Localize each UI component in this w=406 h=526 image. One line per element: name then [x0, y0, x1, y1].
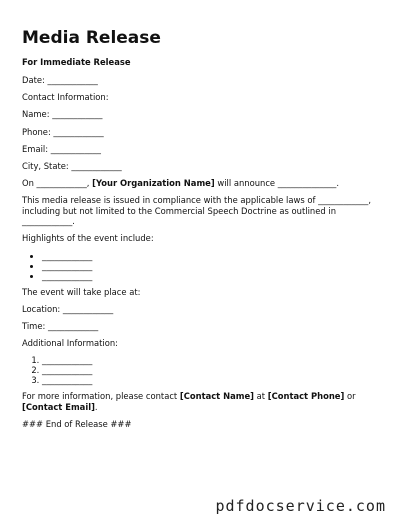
contact-information-heading: Contact Information: [22, 92, 109, 103]
document [22, 28, 388, 436]
contact-paragraph [22, 391, 388, 412]
list-item: • ____________ [42, 251, 388, 261]
list-item: 2. ____________ [42, 365, 388, 375]
list-item: 1. ____________ [42, 355, 388, 365]
contact-mid2: or [344, 391, 356, 402]
highlights-heading: Highlights of the event include: [22, 233, 154, 244]
announcement-post: will announce ______________. [214, 178, 340, 189]
phone-field: Phone: ____________ [22, 126, 104, 137]
document-title: Media Release [22, 28, 161, 48]
time-field: Time: ____________ [22, 320, 99, 331]
email-field: Email: ____________ [22, 143, 101, 154]
contact-mid1: at [254, 391, 268, 402]
contact-end: . [94, 401, 98, 412]
list-item: • ____________ [42, 271, 388, 281]
contact-email: [Contact Email] [22, 401, 95, 412]
list-item: 3. ____________ [42, 375, 388, 385]
list-item: • ____________ [42, 261, 388, 271]
contact-phone: [Contact Phone] [267, 391, 345, 402]
location-field: Location: ____________ [22, 303, 114, 314]
contact-name: [Contact Name] [179, 391, 254, 402]
additional-heading: Additional Information: [22, 338, 119, 349]
watermark-text: pdfdocservice.com [215, 497, 386, 515]
date-field: Date: ____________ [22, 75, 98, 85]
contact-pre: For more information, please contact [22, 391, 180, 402]
highlights-list [22, 251, 388, 281]
announcement-pre: On ____________, [22, 178, 93, 189]
additional-list [22, 355, 388, 385]
compliance-paragraph: This media release is issued in compliance with the applicable laws of ____________, including but not limited to the Commercial Speech Doctrine as outlined in ____________. [22, 195, 372, 227]
watermark-footer [0, 496, 406, 515]
city-state-field: City, State: ____________ [22, 160, 122, 171]
name-field: Name: ____________ [22, 109, 103, 120]
end-of-release: ### End of Release ### [22, 418, 132, 429]
event-heading: The event will take place at: [22, 286, 141, 297]
document-subtitle: For Immediate Release [22, 57, 131, 67]
announcement-line [22, 178, 388, 189]
organization-name: [Your Organization Name] [92, 178, 215, 189]
